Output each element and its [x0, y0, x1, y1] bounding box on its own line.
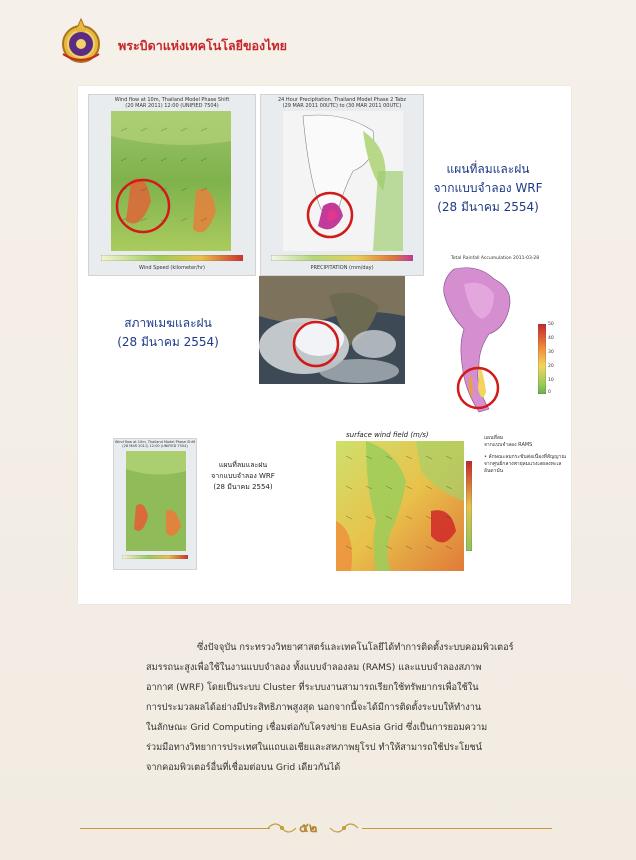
small-wind-map-figure	[113, 438, 197, 570]
radar-scale-tick-5: 10	[548, 378, 554, 383]
page-title: พระบิดาแห่งเทคโนโลยีของไทย	[118, 38, 287, 53]
thailand-rainfall-figure	[426, 254, 564, 416]
body-line-4: การประมวลผลได้อย่างมีประสิทธิภาพสูงสุด นอกจากนี้จะได้มีการติดตั้งระบบให้ทำงาน	[146, 702, 482, 713]
page-number: ๕๒	[299, 821, 318, 836]
surface-legend-line-2: จากแบบจำลอง RAMS	[484, 442, 533, 448]
cloud-rain-caption	[88, 314, 248, 352]
precip-scale-label: PRECIPITATION (mm/day)	[310, 265, 374, 271]
footer-rule-left	[80, 828, 270, 829]
precip-map-subtitle: (29 MAR 2011 00UTC) to (30 MAR 2011 00UTC)	[282, 103, 402, 109]
satellite-cloud-image	[259, 276, 405, 384]
small-wind-subtitle: (28 MAR 2011) 12:00 (UNIFIED 7504)	[122, 444, 188, 448]
wrf-map-caption	[413, 160, 563, 217]
small-wind-map-image	[126, 451, 186, 551]
footer-rule-right	[362, 828, 552, 829]
body-line-5: ในลักษณะ Grid Computing เชื่อมต่อกับโครงข่าย EuAsia Grid ซึ่งเป็นการยอมความ	[146, 722, 488, 733]
precip-map-image	[283, 111, 403, 251]
cloud-caption-line-1: สภาพเมฆและฝน	[124, 316, 212, 330]
radar-scale-tick-3: 30	[548, 350, 554, 355]
cloud-caption-line-2: (28 มีนาคม 2554)	[117, 335, 219, 349]
small-caption-line-1: แผนที่ลมและฝน	[218, 461, 268, 469]
wind-map-title: Wind flow at 10m, Thailand Model Phase Shift	[114, 97, 230, 103]
wrf-caption-line-3: (28 มีนาคม 2554)	[437, 200, 539, 214]
body-line-6: ร่วมมือทางวิทยาการประเทศในแถบเอเชียและสหภาพยุโรป ทำให้สามารถใช้ประโยชน์	[146, 742, 482, 753]
small-caption-line-2: จากแบบจำลอง WRF	[211, 472, 275, 480]
wind-scale-label: Wind Speed (kilometer/hr)	[138, 265, 205, 271]
royal-emblem-icon	[56, 16, 106, 66]
wind-map-image	[111, 111, 231, 251]
surface-legend-note: • ลักษณะลมกระชันต่อเนื่องที่สัญญาณจากศูนย์กลางพายุลมแรงเลยลงทะเลอันดามัน	[484, 454, 566, 474]
wind-colorbar	[101, 255, 243, 261]
small-caption-line-3: (28 มีนาคม 2554)	[213, 483, 273, 491]
surface-wind-title: surface wind field (m/s)	[346, 431, 429, 439]
small-wind-colorbar	[122, 555, 188, 559]
surface-wind-map-image	[336, 441, 464, 571]
radar-scale-tick-1: 50	[548, 322, 554, 327]
surface-legend	[484, 435, 566, 475]
small-wind-title: Wind flow at 10m, Thailand Model Phase Shift	[114, 440, 196, 444]
ornament-right-icon	[328, 820, 360, 836]
body-line-7: จากคอมพิวเตอร์อื่นที่เชื่อมต่อบน Grid เดียวกันได้	[146, 762, 341, 773]
body-line-2: สมรรถนะสูงเพื่อใช้ในงานแบบจำลอง ทั้งแบบจำลองลม (RAMS) และแบบจำลองสภาพ	[146, 662, 482, 673]
wrf-caption-line-1: แผนที่ลมและฝน	[446, 162, 530, 176]
surface-legend-line-1: แผนที่ลม	[484, 435, 504, 441]
radar-scale-tick-2: 40	[548, 336, 554, 341]
radar-map-title: Total Rainfall Accumulation 2011-03-28	[450, 256, 540, 261]
body-line-3: อากาศ (WRF) โดยเป็นระบบ Cluster ที่ระบบงานสามารถเรียกใช้ทรัพยากรเพื่อใช้ใน	[146, 682, 479, 693]
precip-map-figure	[260, 94, 424, 276]
surface-wind-colorbar	[466, 461, 472, 551]
precip-colorbar	[271, 255, 413, 261]
thailand-map-image	[434, 264, 524, 414]
ornament-left-icon	[266, 820, 298, 836]
wind-map-figure	[88, 94, 256, 276]
body-paragraph	[146, 638, 580, 778]
footer	[70, 820, 570, 836]
figure-panel	[78, 86, 571, 604]
small-wrf-caption	[198, 460, 288, 493]
surface-wind-figure	[326, 431, 566, 581]
precip-map-title: 24 Hour Precipitation. Thailand Model Phase 2 Tabz	[277, 97, 407, 103]
radar-colorbar	[538, 324, 546, 394]
radar-scale-tick-4: 20	[548, 364, 554, 369]
body-line-1: ซึ่งปัจจุบัน กระทรวงวิทยาศาสตร์และเทคโนโลยีได้ทำการติดตั้งระบบคอมพิวเตอร์	[197, 642, 514, 653]
radar-scale-tick-6: 0	[548, 390, 551, 395]
wind-map-subtitle: (20 MAR 2011) 12:00 (UNIFIED 7504)	[125, 103, 219, 109]
wrf-caption-line-2: จากแบบจำลอง WRF	[433, 181, 543, 195]
